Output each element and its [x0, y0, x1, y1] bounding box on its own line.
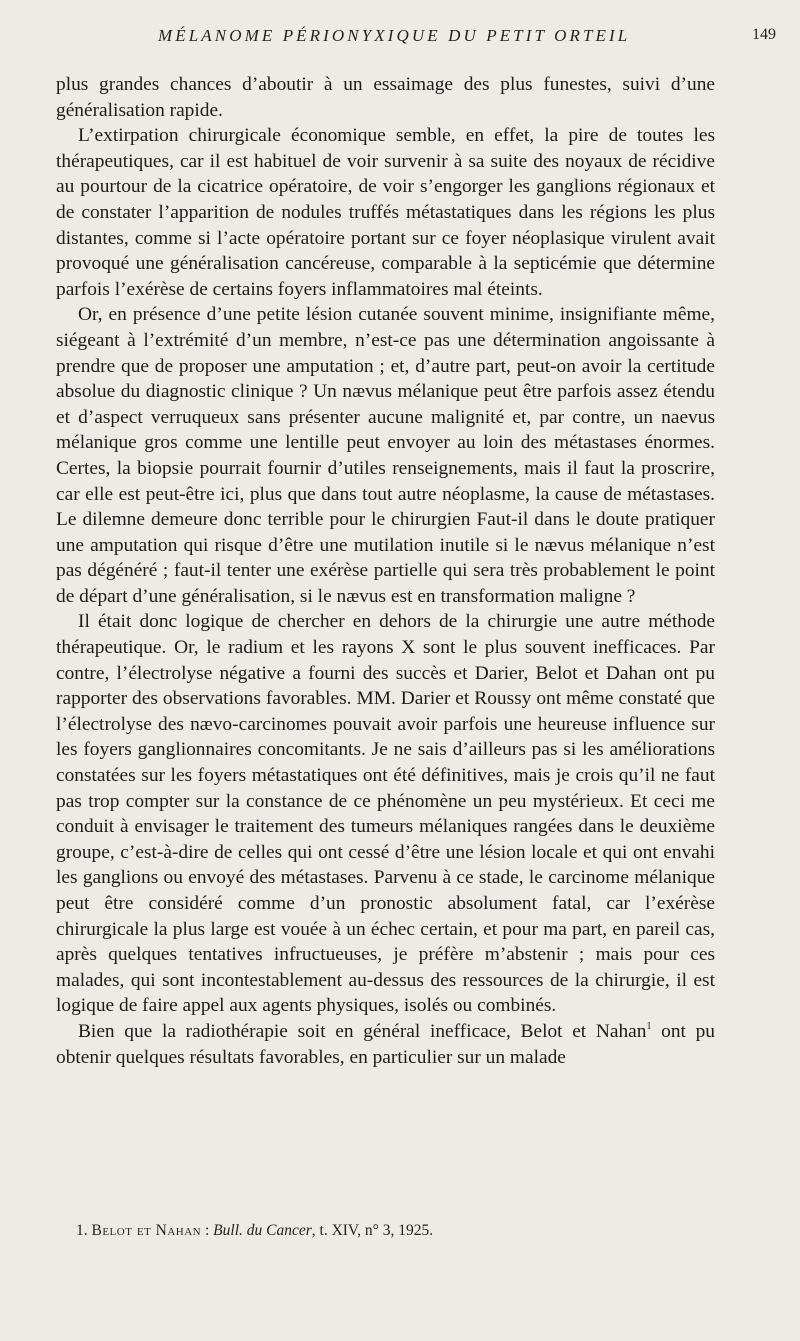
paragraph-text: Bien que la radiothérapie soit en général inefficace, Belot et Nahan	[78, 1020, 647, 1042]
footnote	[76, 1221, 433, 1241]
paragraph-continued: plus grandes chances d’aboutir à un essaimage des plus funestes, suivi d’une généralisation rapide.	[56, 74, 715, 121]
footnote-details: , t. XIV, n° 3, 1925.	[311, 1222, 434, 1239]
body-text	[56, 72, 715, 1070]
footnote-marker: 1	[646, 1020, 652, 1032]
running-head	[0, 26, 800, 50]
footnote-authors: Belot et Nahan	[91, 1222, 202, 1239]
footnote-separator: :	[201, 1222, 214, 1239]
paragraph-text-continued: ont pu obtenir quelques résultats favorables, en particulier sur un malade	[56, 1020, 715, 1068]
footnote-journal: Bull. du Cancer	[213, 1222, 312, 1239]
paragraph: Il était donc logique de chercher en dehors de la chirurgie une autre méthode thérapeutique. Or, le radium et les rayons X sont le plus souvent inefficaces. Par contre, l’électrolyse négative a fourni des succès et Darier, Belot et Dahan ont pu rapporter des observations favorables. MM. Darier et Roussy ont même constaté que l’électrolyse des nævo-carcinomes pouvait avoir parfois une heureuse influence sur les foyers ganglionnaires concomitants. Je ne sais d’ailleurs pas si les améliorations constatées sur les foyers métastatiques ont été définitives, mais je crois qu’il ne faut pas trop compter sur la constance de ce phénomène un peu mystérieux. Et ceci me conduit à envisager le traitement des tumeurs mélaniques rangées dans le deuxième groupe, c’est-à-dire de celles qui ont cessé d’être une lésion locale et qui ont envahi les ganglions ou envoyé des métastases. Parvenu à ce stade, le carcinome mélanique peut être considéré comme d’un pronostic absolument fatal, car l’exérèse chirurgicale la plus large est vouée à un échec certain, et pour ma part, en pareil cas, après quelques tentatives infructueuses, je préfère m’abstenir ; mais pour ces malades, qui sont incontestablement au-dessus des ressources de la chirurgie, il est logique de faire appel aux agents physiques, isolés ou combinés.	[56, 611, 715, 1017]
running-title: MÉLANOME PÉRIONYXIQUE DU PETIT ORTEIL	[158, 26, 631, 45]
paragraph: L’extirpation chirurgicale économique semble, en effet, la pire de toutes les thérapeutiques, car il est habituel de voir survenir à sa suite des noyaux de récidive au pourtour de la cicatrice opératoire, de voir s’engorger les ganglions régionaux et de constater l’apparition de nodules truffés métastatiques dans les régions les plus distantes, comme si l’acte opératoire portant sur ce foyer néoplasique virulent avait provoqué une généralisation cancéreuse, comparable à la septicémie que détermine parfois l’exérèse de certains foyers inflammatoires mal éteints.	[56, 125, 715, 300]
paragraph-last	[56, 1019, 715, 1070]
footnote-number: 1.	[76, 1222, 88, 1239]
paragraph: Or, en présence d’une petite lésion cutanée souvent minime, insignifiante même, siégeant à l’extrémité d’un membre, n’est-ce pas une détermination angoissante à prendre que de proposer une amputation ; et, d’autre part, peut-on avoir la certitude absolue du diagnostic clinique ? Un nævus mélanique peut être parfois assez étendu et d’aspect verruqueux sans présenter aucune malignité et, par contre, un naevus mélanique gros comme une lentille peut envoyer au loin des métastases énormes. Certes, la biopsie pourrait fournir d’utiles renseignements, mais il faut la proscrire, car elle est peut-être ici, plus que dans tout autre néoplasme, la cause de métastases. Le dilemne demeure donc terrible pour le chirurgien Faut-il dans le doute pratiquer une amputation qui risque d’être une mutilation inutile si le nævus mélanique n’est pas dégénéré ; faut-il tenter une exérèse partielle qui sera très probablement le point de départ d’une généralisation, si le nævus est en transformation maligne ?	[56, 304, 715, 607]
page-number: 149	[752, 26, 776, 43]
